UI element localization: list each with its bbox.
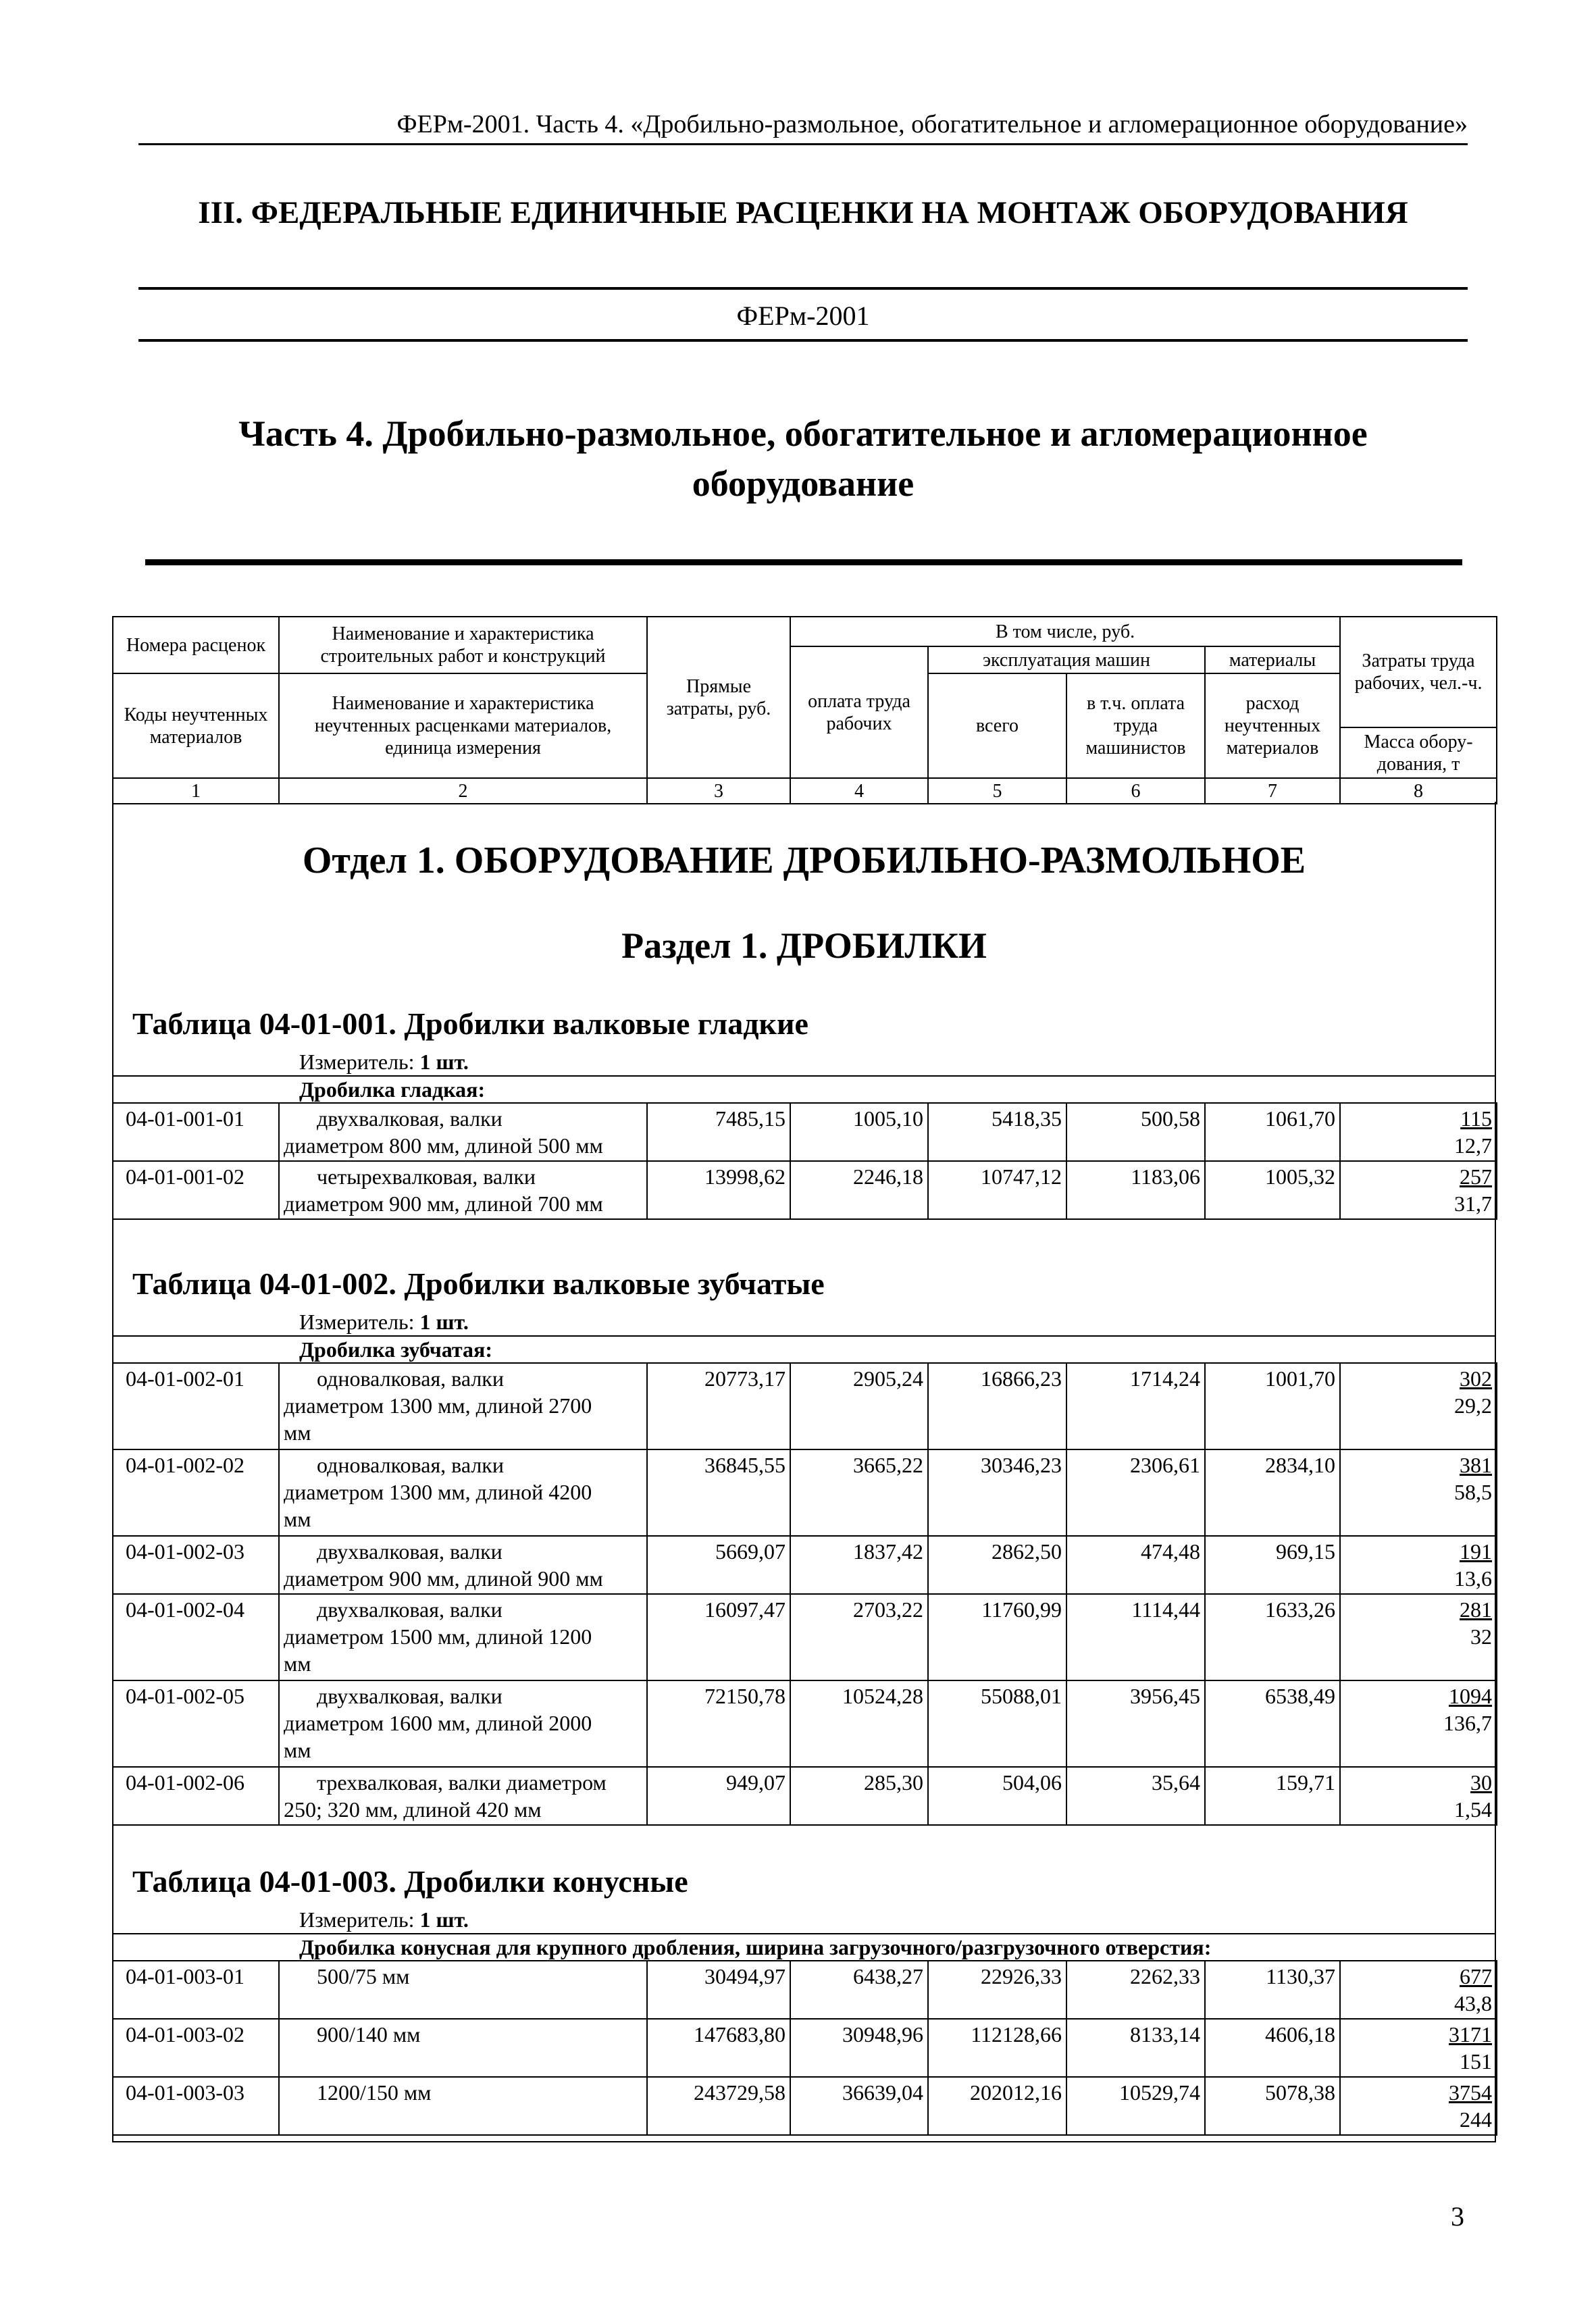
col-number: 4 <box>790 778 928 804</box>
direct-costs: 30494,97 <box>647 1961 790 2019</box>
labor-pay: 285,30 <box>790 1767 928 1825</box>
group-heading-row <box>113 1933 1495 1961</box>
rate-code: 04-01-002-01 <box>113 1363 279 1449</box>
work-name-line: двухвалковая, валки <box>317 1684 503 1708</box>
group-heading-row <box>113 1075 1495 1104</box>
labor-pay: 1005,10 <box>790 1103 928 1161</box>
work-name-line: мм <box>284 1507 311 1531</box>
direct-costs: 949,07 <box>647 1767 790 1825</box>
machines-labor: 1114,44 <box>1066 1594 1205 1680</box>
machines-total: 30346,23 <box>928 1449 1066 1536</box>
hours-and-mass <box>1340 1961 1497 2019</box>
price-body <box>112 802 1496 2142</box>
hdr-labor-hours: Затраты труда рабочих, чел.-ч. <box>1340 617 1497 727</box>
group-heading: Дробилка гладкая: <box>299 1077 486 1102</box>
chapter-title: III. ФЕДЕРАЛЬНЫЕ ЕДИНИЧНЫЕ РАСЦЕНКИ НА МОНТАЖ ОБОРУДОВАНИЯ <box>198 195 1408 230</box>
table-row <box>113 1449 1497 1536</box>
equipment-mass: 43,8 <box>1454 1991 1492 2015</box>
hours-and-mass <box>1340 2077 1497 2135</box>
hours-and-mass <box>1340 1161 1497 1219</box>
equipment-mass: 151 <box>1460 2049 1492 2074</box>
labor-pay: 2905,24 <box>790 1363 928 1449</box>
hdr-direct-costs: Прямые затраты, руб. <box>647 617 790 778</box>
machines-labor: 35,64 <box>1066 1767 1205 1825</box>
work-name <box>279 1449 647 1536</box>
work-name-line: диаметром 1300 мм, длиной 4200 <box>284 1480 592 1504</box>
work-name-line: диаметром 900 мм, длиной 700 мм <box>284 1191 603 1216</box>
work-name-line: диаметром 800 мм, длиной 500 мм <box>284 1133 603 1158</box>
table-row <box>113 1363 1497 1449</box>
work-name-line: четырехвалковая, валки <box>317 1164 536 1189</box>
hours-and-mass <box>1340 1449 1497 1536</box>
labor-hours: 3754 <box>1449 2080 1492 2105</box>
equipment-mass: 136,7 <box>1443 1711 1492 1735</box>
work-name <box>279 1767 647 1825</box>
work-name-line: 1200/150 мм <box>317 2080 432 2105</box>
machines-total: 112128,66 <box>928 2019 1066 2077</box>
work-name-line: мм <box>284 1738 311 1762</box>
materials: 159,71 <box>1205 1767 1340 1825</box>
work-name-line: 900/140 мм <box>317 2022 421 2047</box>
hdr-codes-top: Номера расценок <box>113 617 279 673</box>
col-number: 2 <box>279 778 647 804</box>
running-header: ФЕРм-2001. Часть 4. «Дробильно-размольное, обогатительное и агломерационное оборудование» <box>396 110 1468 138</box>
rate-code: 04-01-002-05 <box>113 1680 279 1767</box>
direct-costs: 147683,80 <box>647 2019 790 2077</box>
materials: 1005,32 <box>1205 1161 1340 1219</box>
direct-costs: 7485,15 <box>647 1103 790 1161</box>
hdr-machines-total: всего <box>928 673 1066 778</box>
machines-labor: 474,48 <box>1066 1536 1205 1594</box>
machines-total: 22926,33 <box>928 1961 1066 2019</box>
table-title: Таблица 04-01-001. Дробилки валковые гладкие <box>132 1006 808 1041</box>
rate-code: 04-01-001-02 <box>113 1161 279 1219</box>
work-name <box>279 1363 647 1449</box>
labor-hours: 302 <box>1460 1366 1492 1391</box>
direct-costs: 5669,07 <box>647 1536 790 1594</box>
equipment-mass: 58,5 <box>1454 1480 1492 1504</box>
unit-value: 1 шт. <box>419 1050 469 1074</box>
materials: 1633,26 <box>1205 1594 1340 1680</box>
direct-costs: 13998,62 <box>647 1161 790 1219</box>
labor-pay: 36639,04 <box>790 2077 928 2135</box>
work-name-line: двухвалковая, валки <box>317 1106 503 1131</box>
unit-line <box>299 1308 469 1335</box>
work-name <box>279 1161 647 1219</box>
group-heading: Дробилка зубчатая: <box>299 1337 492 1362</box>
work-name-line: одновалковая, валки <box>317 1366 504 1391</box>
col-number: 6 <box>1066 778 1205 804</box>
work-name <box>279 1594 647 1680</box>
unit-value: 1 шт. <box>419 1310 469 1334</box>
equipment-mass: 31,7 <box>1454 1191 1492 1216</box>
rate-code: 04-01-002-03 <box>113 1536 279 1594</box>
rate-table <box>112 1960 1497 2136</box>
work-name <box>279 1103 647 1161</box>
unit-line <box>299 1048 469 1075</box>
code-rule-bottom <box>138 339 1468 342</box>
col-number: 8 <box>1340 778 1497 804</box>
hdr-labor-pay: оплата труда рабочих <box>790 646 928 778</box>
equipment-mass: 32 <box>1470 1624 1492 1649</box>
labor-hours: 3171 <box>1449 2022 1492 2047</box>
hdr-codes-bottom: Коды неучтенных материалов <box>113 673 279 778</box>
work-name-line: диаметром 1500 мм, длиной 1200 <box>284 1624 592 1649</box>
work-name <box>279 1680 647 1767</box>
machines-labor: 2262,33 <box>1066 1961 1205 2019</box>
section-heading: Раздел 1. ДРОБИЛКИ <box>621 925 987 966</box>
labor-hours: 281 <box>1460 1597 1492 1622</box>
labor-hours: 257 <box>1460 1164 1492 1189</box>
hdr-name-top: Наименование и характеристика строительных работ и конструкций <box>279 617 647 673</box>
group-heading-row <box>113 1335 1495 1364</box>
equipment-mass: 244 <box>1460 2107 1492 2132</box>
materials: 2834,10 <box>1205 1449 1340 1536</box>
col-number: 3 <box>647 778 790 804</box>
work-name-line: мм <box>284 1651 311 1676</box>
equipment-mass: 29,2 <box>1454 1393 1492 1418</box>
machines-labor: 10529,74 <box>1066 2077 1205 2135</box>
labor-pay: 1837,42 <box>790 1536 928 1594</box>
division-heading: Отдел 1. ОБОРУДОВАНИЕ ДРОБИЛЬНО-РАЗМОЛЬНОЕ <box>302 840 1306 881</box>
work-name-line: двухвалковая, валки <box>317 1539 503 1564</box>
hours-and-mass <box>1340 1680 1497 1767</box>
thick-rule <box>145 559 1462 565</box>
labor-pay: 2703,22 <box>790 1594 928 1680</box>
table-row <box>113 1767 1497 1825</box>
table-row <box>113 2077 1497 2135</box>
collection-code: ФЕРм-2001 <box>736 301 870 331</box>
machines-labor: 2306,61 <box>1066 1449 1205 1536</box>
table-title: Таблица 04-01-003. Дробилки конусные <box>132 1864 688 1899</box>
rate-table <box>112 1102 1497 1220</box>
equipment-mass: 13,6 <box>1454 1566 1492 1591</box>
hours-and-mass <box>1340 1767 1497 1825</box>
machines-labor: 8133,14 <box>1066 2019 1205 2077</box>
page-number: 3 <box>1451 2201 1464 2232</box>
hdr-machines: эксплуатация машин <box>928 646 1205 673</box>
machines-total: 202012,16 <box>928 2077 1066 2135</box>
hdr-machines-labor: в т.ч. оплата труда машинистов <box>1066 673 1205 778</box>
direct-costs: 20773,17 <box>647 1363 790 1449</box>
materials: 6538,49 <box>1205 1680 1340 1767</box>
part-title <box>138 409 1468 509</box>
work-name-line: трехвалковая, валки диаметром <box>317 1770 607 1795</box>
table-row <box>113 2019 1497 2077</box>
labor-pay: 3665,22 <box>790 1449 928 1536</box>
part-title-line-2: оборудование <box>692 463 915 504</box>
labor-hours: 381 <box>1460 1453 1492 1477</box>
materials: 4606,18 <box>1205 2019 1340 2077</box>
code-rule-top <box>138 287 1468 290</box>
table-row <box>113 1594 1497 1680</box>
labor-pay: 10524,28 <box>790 1680 928 1767</box>
direct-costs: 243729,58 <box>647 2077 790 2135</box>
labor-hours: 115 <box>1460 1106 1492 1131</box>
unit-value: 1 шт. <box>419 1907 469 1932</box>
hours-and-mass <box>1340 1536 1497 1594</box>
group-heading: Дробилка конусная для крупного дробления, ширина загрузочного/разгрузочного отверстия: <box>299 1935 1212 1959</box>
rate-code: 04-01-003-03 <box>113 2077 279 2135</box>
work-name-line: диаметром 1600 мм, длиной 2000 <box>284 1711 592 1735</box>
table-row <box>113 1103 1497 1161</box>
materials: 969,15 <box>1205 1536 1340 1594</box>
table-title: Таблица 04-01-002. Дробилки валковые зубчатые <box>132 1266 825 1301</box>
col-number: 1 <box>113 778 279 804</box>
machines-total: 11760,99 <box>928 1594 1066 1680</box>
machines-labor: 500,58 <box>1066 1103 1205 1161</box>
machines-total: 16866,23 <box>928 1363 1066 1449</box>
machines-total: 55088,01 <box>928 1680 1066 1767</box>
hdr-including: В том числе, руб. <box>790 617 1340 646</box>
labor-hours: 191 <box>1460 1539 1492 1564</box>
unit-line <box>299 1906 469 1933</box>
work-name-line: 250; 320 мм, длиной 420 мм <box>284 1797 542 1822</box>
labor-hours: 1094 <box>1449 1684 1492 1708</box>
direct-costs: 16097,47 <box>647 1594 790 1680</box>
header-rule <box>138 143 1468 145</box>
column-header-table <box>112 616 1497 804</box>
work-name-line: одновалковая, валки <box>317 1453 504 1477</box>
labor-pay: 2246,18 <box>790 1161 928 1219</box>
hdr-materials: материалы <box>1205 646 1340 673</box>
work-name <box>279 1536 647 1594</box>
col-number: 5 <box>928 778 1066 804</box>
unit-label: Измеритель: <box>299 1310 415 1334</box>
labor-pay: 6438,27 <box>790 1961 928 2019</box>
labor-pay: 30948,96 <box>790 2019 928 2077</box>
work-name <box>279 1961 647 2019</box>
machines-total: 504,06 <box>928 1767 1066 1825</box>
unit-label: Измеритель: <box>299 1050 415 1074</box>
rate-code: 04-01-001-01 <box>113 1103 279 1161</box>
rate-code: 04-01-002-04 <box>113 1594 279 1680</box>
table-row <box>113 1680 1497 1767</box>
work-name <box>279 2077 647 2135</box>
hours-and-mass <box>1340 1594 1497 1680</box>
hours-and-mass <box>1340 1363 1497 1449</box>
work-name-line: диаметром 1300 мм, длиной 2700 <box>284 1393 592 1418</box>
hdr-materials-sub: расход неучтенных материалов <box>1205 673 1340 778</box>
direct-costs: 72150,78 <box>647 1680 790 1767</box>
table-row <box>113 1961 1497 2019</box>
machines-labor: 1183,06 <box>1066 1161 1205 1219</box>
work-name <box>279 2019 647 2077</box>
rate-code: 04-01-003-01 <box>113 1961 279 2019</box>
machines-labor: 1714,24 <box>1066 1363 1205 1449</box>
table-row <box>113 1536 1497 1594</box>
materials: 1001,70 <box>1205 1363 1340 1449</box>
hours-and-mass <box>1340 2019 1497 2077</box>
hours-and-mass <box>1340 1103 1497 1161</box>
labor-hours: 30 <box>1470 1770 1492 1795</box>
machines-total: 2862,50 <box>928 1536 1066 1594</box>
labor-hours: 677 <box>1460 1964 1492 1988</box>
work-name-line: диаметром 900 мм, длиной 900 мм <box>284 1566 603 1591</box>
table-row <box>113 1161 1497 1219</box>
materials: 1130,37 <box>1205 1961 1340 2019</box>
unit-label: Измеритель: <box>299 1907 415 1932</box>
part-title-line-1: Часть 4. Дробильно-размольное, обогатительное и агломерационное <box>238 413 1368 454</box>
work-name-line: 500/75 мм <box>317 1964 410 1988</box>
equipment-mass: 1,54 <box>1454 1797 1492 1822</box>
machines-total: 10747,12 <box>928 1161 1066 1219</box>
rate-table <box>112 1362 1497 1826</box>
equipment-mass: 12,7 <box>1454 1133 1492 1158</box>
work-name-line: мм <box>284 1420 311 1445</box>
rate-code: 04-01-002-06 <box>113 1767 279 1825</box>
machines-labor: 3956,45 <box>1066 1680 1205 1767</box>
machines-total: 5418,35 <box>928 1103 1066 1161</box>
rate-code: 04-01-003-02 <box>113 2019 279 2077</box>
work-name-line: двухвалковая, валки <box>317 1597 503 1622</box>
rate-code: 04-01-002-02 <box>113 1449 279 1536</box>
hdr-mass: Масса обору-дования, т <box>1340 727 1497 778</box>
col-number: 7 <box>1205 778 1340 804</box>
materials: 5078,38 <box>1205 2077 1340 2135</box>
direct-costs: 36845,55 <box>647 1449 790 1536</box>
materials: 1061,70 <box>1205 1103 1340 1161</box>
hdr-name-bottom: Наименование и характеристика неучтенных расценками материалов, единица измерения <box>279 673 647 778</box>
